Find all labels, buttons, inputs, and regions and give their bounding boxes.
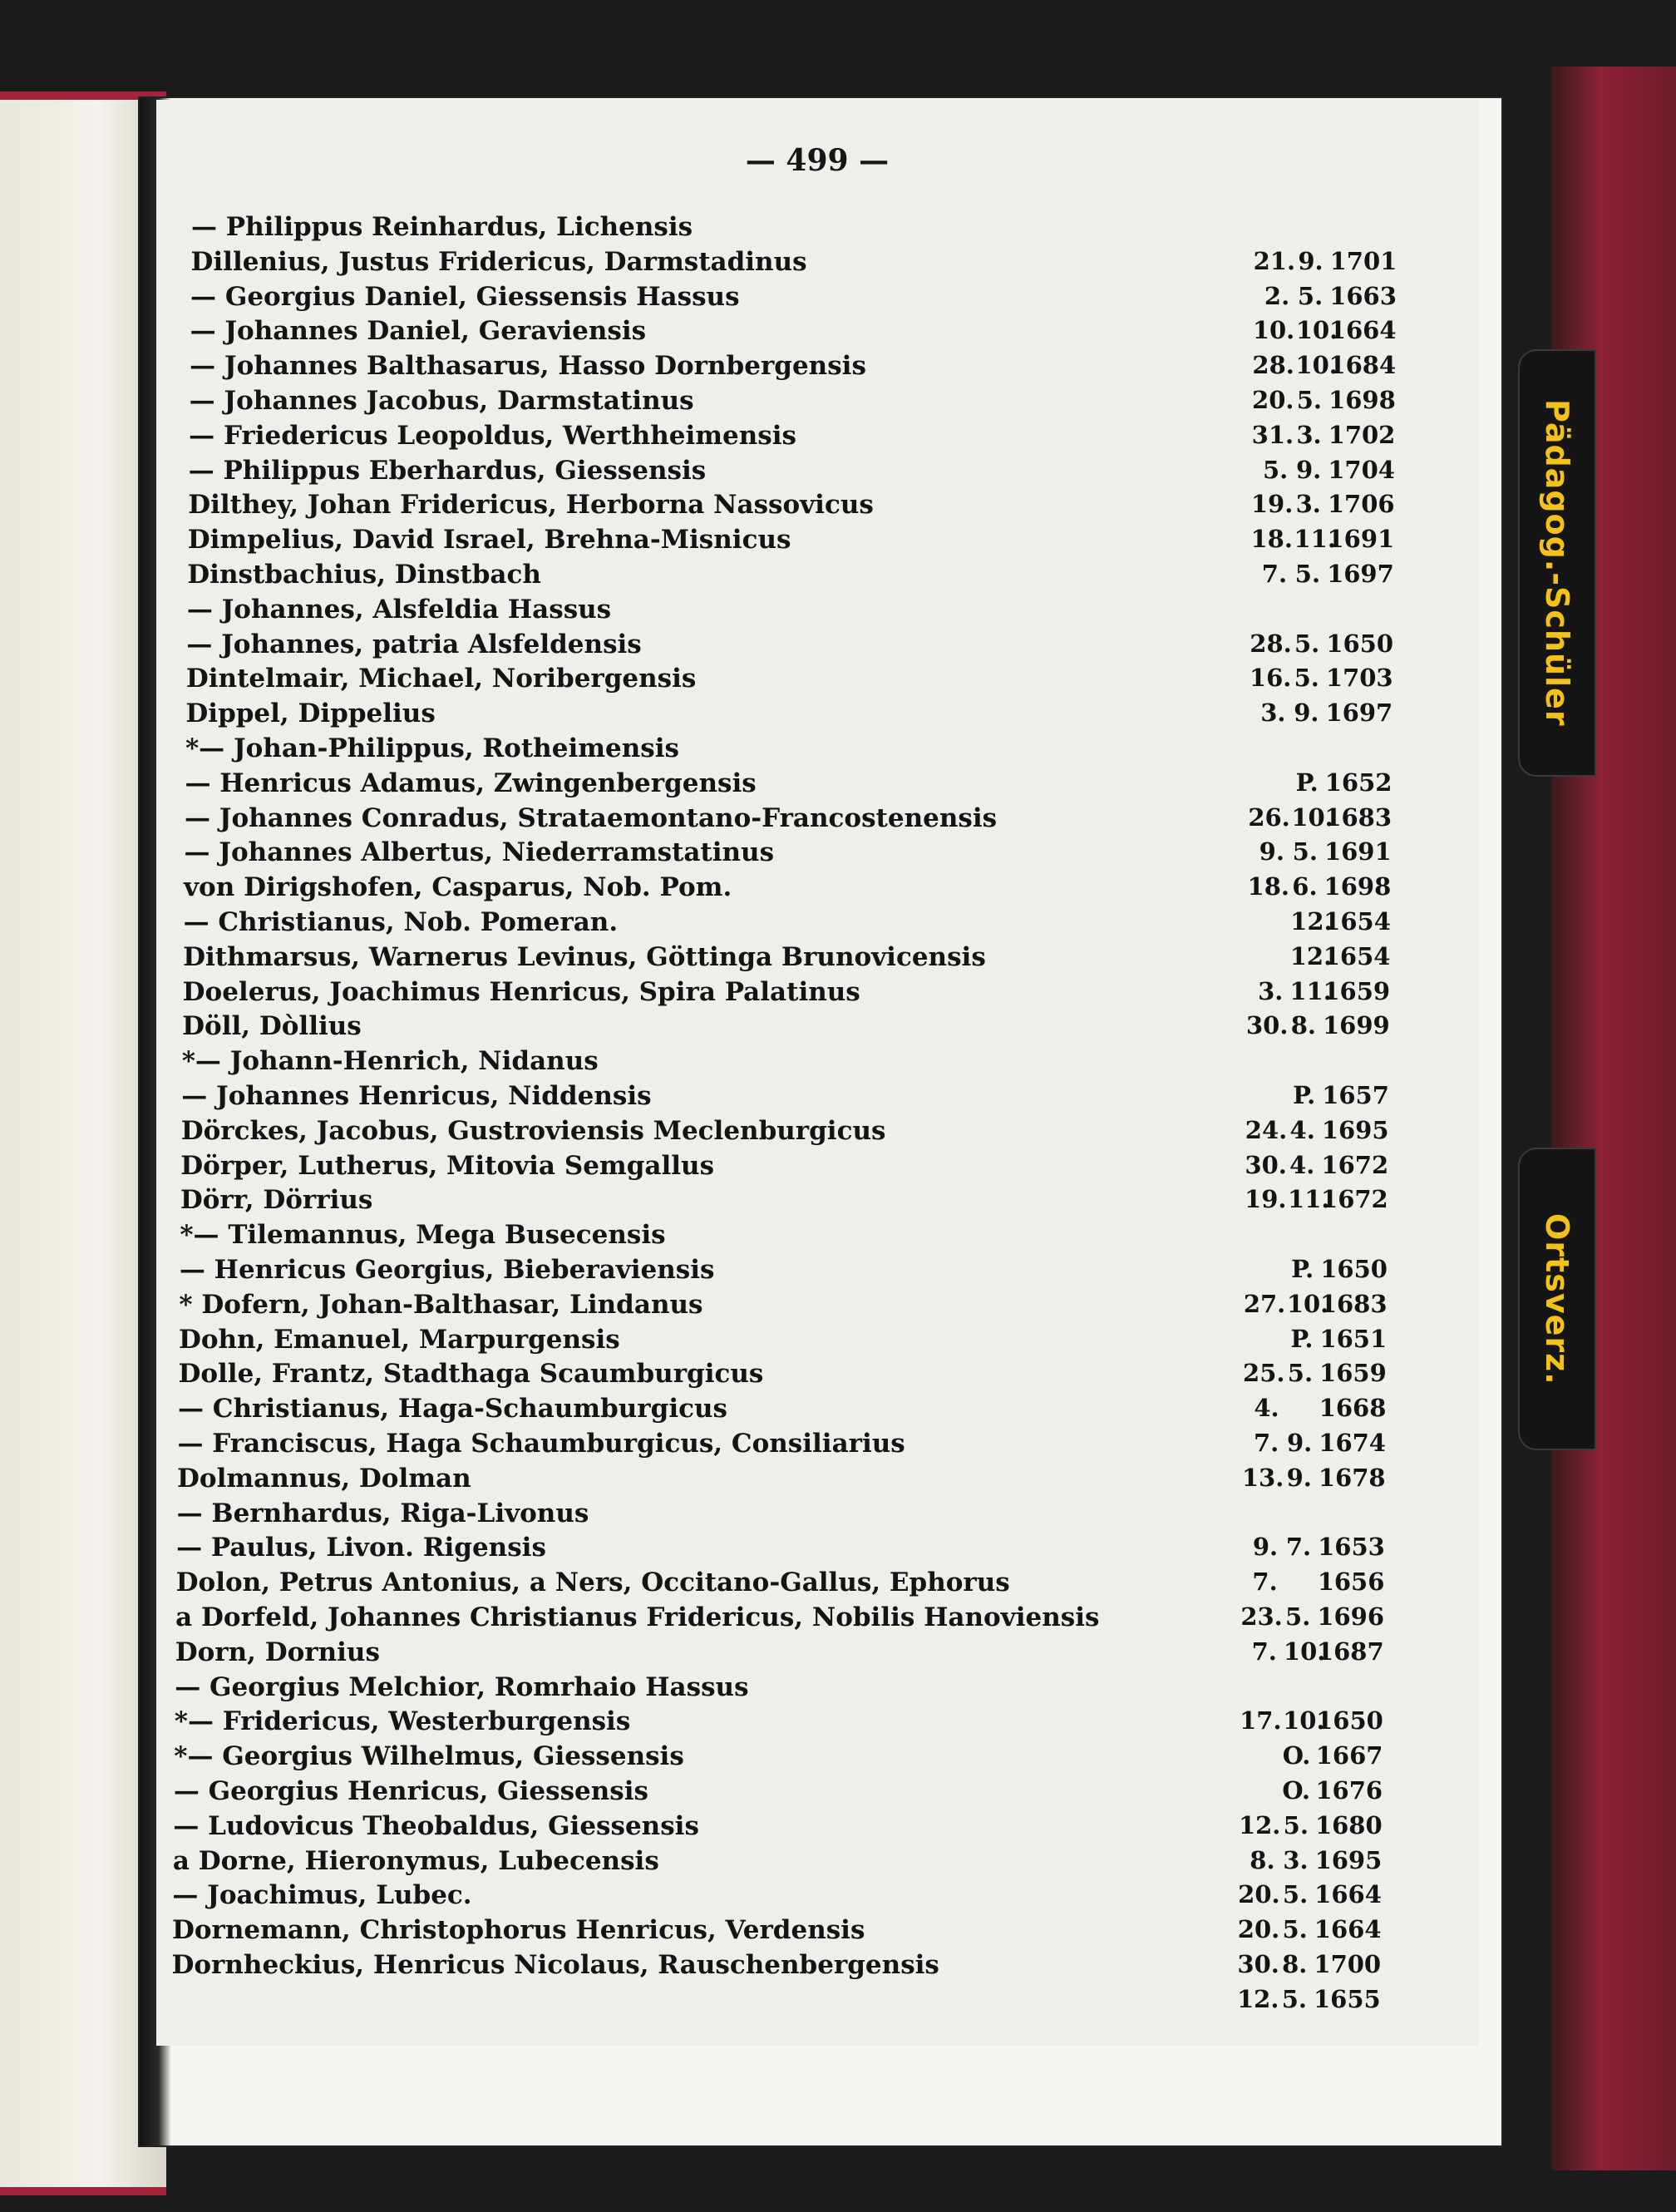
entry-date-month: 9. [1286, 1429, 1313, 1457]
entry-date-month: 6. [1292, 872, 1318, 901]
entry-date-month: 11. [1288, 1185, 1330, 1214]
entry-date-day: 3. [1260, 699, 1286, 728]
entry-date [1245, 1081, 1389, 1109]
entry-name: — Philippus Eberhardus, Giessensis [188, 455, 707, 486]
entry-date [1237, 1915, 1382, 1944]
entry-row [156, 1568, 1478, 1602]
entry-date-month: 10. [1283, 1637, 1326, 1666]
entry-date-year: 1656 [1317, 1568, 1385, 1597]
entry-date-day: 18. [1250, 525, 1293, 554]
entry-name: Dörckes, Jacobus, Gustroviensis Meclenburgicus [180, 1115, 886, 1146]
entry-date-day: 27. [1243, 1289, 1286, 1318]
entry-row [156, 664, 1478, 699]
entry-name: — Georgius Henricus, Giessensis [173, 1776, 648, 1806]
entry-date [1245, 1115, 1389, 1144]
entry-date-day: 10. [1252, 316, 1295, 345]
entry-date-month: 5. [1296, 386, 1323, 414]
entry-row [156, 1011, 1478, 1046]
entry-name: Dohn, Emanuel, Marpurgensis [178, 1324, 620, 1355]
entry-date-month: 5. [1282, 1915, 1308, 1944]
entry-date-day: 3. [1258, 976, 1284, 1005]
entry-date [1251, 455, 1395, 484]
entry-date-day: 7. [1252, 1568, 1278, 1597]
entry-row [156, 1359, 1478, 1394]
entry-date-month: 4. [1289, 1150, 1315, 1179]
entry-row [156, 1151, 1478, 1186]
entry-date [1240, 1706, 1383, 1736]
entry-date-month: 10. [1286, 1289, 1329, 1318]
entry-date [1252, 316, 1397, 345]
entry-row [156, 525, 1478, 560]
entry-name: — Paulus, Livon. Rigensis [176, 1533, 546, 1563]
entry-date-year: 1704 [1328, 455, 1395, 484]
entry-name: Dippel, Dippelius [185, 699, 436, 729]
entry-date-day: 5. [1262, 455, 1289, 484]
entry-date-year: 1700 [1314, 1950, 1382, 1978]
entry-date-year: 1696 [1317, 1602, 1385, 1631]
entry-date [1243, 1394, 1387, 1423]
entry-date-year: 1698 [1324, 872, 1392, 901]
entry-date-month: 9. [1294, 699, 1319, 728]
entry-row [156, 803, 1478, 838]
entry-date [1248, 802, 1393, 832]
entry-date-year: 1672 [1321, 1150, 1389, 1179]
entry-date-day [1243, 1325, 1279, 1353]
entry-date-month: 3. [1283, 1845, 1309, 1874]
entry-date-month: 5. [1283, 1810, 1309, 1839]
entry-date-month: 5. [1294, 664, 1319, 693]
entry-date-year: 1691 [1324, 837, 1392, 867]
entry-date [1247, 941, 1391, 970]
entry-date [1243, 1289, 1388, 1318]
entry-row [156, 1950, 1478, 1985]
entry-date-month: 10. [1295, 316, 1338, 345]
entry-row [156, 1672, 1478, 1707]
entry-row [156, 386, 1478, 421]
entry-date [1241, 1533, 1385, 1562]
entry-name: — Johannes Daniel, Geraviensis [190, 316, 647, 347]
entry-date-day [1247, 942, 1284, 970]
entry-date [1253, 281, 1397, 310]
entry-date-year: 1659 [1323, 976, 1391, 1005]
entry-date-year: 1695 [1314, 1845, 1383, 1874]
entry-date [1247, 907, 1391, 936]
entry-date [1249, 768, 1393, 797]
entry-date-year: 1668 [1319, 1394, 1387, 1423]
entry-date-month: 7. [1285, 1533, 1312, 1562]
entry-date-day [1247, 907, 1284, 936]
entry-date-year: 1706 [1327, 490, 1395, 519]
entry-name: *— Fridericus, Westerburgensis [174, 1706, 631, 1737]
entry-date-year: 1655 [1314, 1984, 1381, 2013]
entry-name: Dinstbachius, Dinstbach [187, 560, 541, 590]
entry-date-year: 1654 [1323, 941, 1391, 970]
entry-row [156, 1499, 1478, 1533]
entry-row [156, 1776, 1478, 1811]
entry-row [156, 1985, 1478, 2020]
entry-name: — Georgius Melchior, Romrhaio Hassus [175, 1671, 749, 1702]
entry-date-year: 1687 [1316, 1637, 1384, 1666]
entry-row [156, 247, 1478, 282]
entry-date-year: 1664 [1328, 316, 1397, 345]
entry-date-month [1286, 1394, 1313, 1422]
entry-date-day: 2. [1264, 281, 1290, 310]
entry-row [156, 456, 1478, 491]
entry-date-month: 8. [1290, 1011, 1316, 1040]
entry-row [156, 977, 1478, 1012]
entry-row [156, 351, 1478, 386]
entry-date-day: 30. [1245, 1011, 1289, 1040]
entry-name: Dolle, Frantz, Stadthaga Scaumburgicus [178, 1359, 764, 1390]
entry-date [1245, 1011, 1390, 1040]
entry-date-month: 10. [1295, 351, 1338, 380]
entry-date-day [1240, 1741, 1276, 1770]
entry-row [156, 1637, 1478, 1672]
entry-date [1240, 1637, 1384, 1666]
entry-date-month: 3. [1296, 420, 1322, 449]
entry-date-day: 9. [1252, 1533, 1279, 1562]
tab-label: Ortsverz. [1539, 1212, 1575, 1385]
entry-date [1237, 1984, 1381, 2013]
entry-name: Dornheckius, Henricus Nicolaus, Rauschenbergensis [171, 1950, 939, 1980]
entry-name: Dintelmair, Michael, Noribergensis [185, 664, 697, 694]
entry-name: — Christianus, Nob. Pomeran. [183, 907, 619, 937]
entry-date [1239, 1845, 1383, 1874]
entry-date-day [1249, 768, 1285, 797]
entry-date-year: 1695 [1321, 1115, 1389, 1144]
entry-row [156, 1533, 1478, 1568]
entry-name: Dilthey, Johan Fridericus, Herborna Nassovicus [188, 490, 874, 521]
entry-date-year: 1651 [1319, 1324, 1388, 1353]
entry-date-year: 1676 [1315, 1776, 1383, 1805]
entry-date-day: 19. [1245, 1185, 1287, 1214]
index-tab-ortsverz[interactable] [1518, 1148, 1596, 1450]
entry-name: Dorn, Dornius [175, 1637, 380, 1667]
entry-date-day: 16. [1249, 664, 1292, 693]
entry-date-day: 25. [1243, 1359, 1285, 1388]
entry-date-month: 5. [1282, 1880, 1309, 1909]
entry-row [156, 1116, 1478, 1151]
entry-date [1240, 1741, 1383, 1770]
entry-date-year: 1698 [1328, 386, 1396, 414]
entry-date-day: 23. [1240, 1602, 1283, 1631]
entry-date-year: 1667 [1315, 1741, 1383, 1770]
entry-date [1237, 1950, 1382, 1978]
entry-row [156, 1046, 1478, 1081]
entry-date-month: 9. [1298, 246, 1324, 275]
entry-row [156, 1915, 1478, 1950]
entry-date-day [1239, 1776, 1275, 1805]
entry-date-month: P. [1291, 1255, 1314, 1283]
entry-name: — Henricus Georgius, Bieberaviensis [179, 1255, 715, 1285]
entry-date-month: 4. [1289, 1115, 1315, 1144]
entry-date-month: P. [1290, 1324, 1314, 1353]
entry-date-day: 20. [1252, 386, 1294, 414]
entry-date-day: 28. [1252, 351, 1294, 380]
entry-date [1247, 872, 1392, 901]
entry-date [1253, 246, 1397, 275]
entry-date-year: 1701 [1329, 246, 1397, 275]
entry-date [1252, 351, 1397, 380]
entry-date-day: 24. [1245, 1115, 1288, 1144]
entry-name: *— Johan-Philippus, Rotheimensis [185, 733, 679, 763]
entry-date-day: 12. [1238, 1810, 1281, 1839]
entry-row [156, 560, 1478, 595]
entry-date-month: 5. [1292, 837, 1318, 867]
entry-date-year: 1664 [1314, 1880, 1382, 1909]
entry-date-year: 1683 [1319, 1289, 1388, 1318]
entry-name: — Georgius Daniel, Giessensis Hassus [190, 281, 740, 312]
entry-date-day [1245, 1081, 1282, 1109]
entry-date-year: 1684 [1328, 351, 1397, 380]
entry-name: — Johannes Conradus, Strataemontano-Francostenensis [185, 802, 998, 833]
entry-date-day: 9. [1259, 837, 1284, 867]
entry-name: — Joachimus, Lubec. [172, 1880, 472, 1911]
entry-name: Dörr, Dörrius [180, 1185, 373, 1216]
entry-date-year: 1697 [1325, 699, 1393, 728]
entry-row [156, 212, 1478, 247]
entry-date-day: 30. [1237, 1950, 1279, 1978]
entry-row [156, 1220, 1478, 1255]
entry-row [156, 1741, 1478, 1776]
entry-date [1241, 1463, 1386, 1492]
entry-date-day: 17. [1240, 1706, 1282, 1736]
entry-name: Dimpelius, David Israel, Brehna-Misnicus [187, 525, 791, 555]
entry-date [1251, 420, 1396, 449]
entry-name: — Philippus Reinhardus, Lichensis [191, 212, 693, 242]
entry-date [1238, 1880, 1382, 1909]
entry-date-month: 8. [1282, 1950, 1308, 1978]
entry-row [156, 1325, 1478, 1360]
entry-row [156, 942, 1478, 977]
entry-date-day: 30. [1245, 1150, 1287, 1179]
entry-date-month: 10. [1291, 802, 1333, 832]
entry-row [156, 1290, 1478, 1325]
entry-name: Dithmarsus, Warnerus Levinus, Göttinga Brunovicensis [183, 941, 986, 972]
entry-name: — Ludovicus Theobaldus, Giessensis [173, 1810, 699, 1841]
entry-date [1250, 560, 1394, 588]
entry-name: — Friedericus Leopoldus, Werthheimensis [189, 420, 796, 451]
entry-row [156, 595, 1478, 630]
entry-date-year: 1672 [1321, 1185, 1388, 1214]
entry-date-day: 26. [1248, 802, 1290, 832]
entry-date-year: 1654 [1324, 907, 1391, 936]
entry-date-month: 10. [1283, 1706, 1325, 1736]
entry-name: Dörper, Lutherus, Mitovia Semgallus [180, 1150, 715, 1181]
entry-date [1250, 629, 1393, 658]
entry-row [156, 1429, 1478, 1464]
entry-date-year: 1664 [1314, 1915, 1382, 1944]
page-number: — 499 — [745, 143, 890, 178]
entry-row [156, 907, 1478, 942]
entry-row [156, 1255, 1478, 1290]
entry-row [156, 872, 1478, 907]
entry-name: — Johannes Jacobus, Darmstatinus [189, 386, 694, 416]
entry-name: Döll, Dòllius [182, 1011, 362, 1042]
entry-date-day: 7. [1251, 1637, 1277, 1666]
entry-name: Dolon, Petrus Antonius, a Ners, Occitano-Gallus, Ephorus [175, 1568, 1010, 1598]
entry-date-day: 7. [1261, 560, 1288, 588]
entry-date-year: 1652 [1324, 768, 1393, 797]
entry-date-day: 18. [1247, 872, 1289, 901]
entry-list [156, 100, 1478, 2046]
entry-date-year: 1657 [1322, 1081, 1389, 1109]
entry-date-year: 1674 [1319, 1429, 1386, 1457]
entry-date [1239, 1776, 1383, 1805]
entry-date-month: 5. [1294, 629, 1320, 658]
entry-date-year: 1659 [1319, 1359, 1387, 1388]
entry-name: a Dorne, Hieronymus, Lubecensis [172, 1845, 659, 1876]
entry-date-year: 1650 [1316, 1706, 1383, 1736]
entry-date [1252, 386, 1396, 414]
entry-name: — Johannes, Alsfeldia Hassus [186, 594, 612, 625]
entry-row [156, 421, 1478, 456]
entry-row [156, 630, 1478, 664]
entry-date [1246, 976, 1391, 1005]
entry-name: * Dofern, Johan-Balthasar, Lindanus [179, 1289, 703, 1320]
entry-date [1240, 1602, 1385, 1631]
entry-date [1250, 490, 1395, 519]
entry-row [156, 837, 1478, 872]
entry-date-day: 20. [1237, 1915, 1280, 1944]
entry-name: Dolmannus, Dolman [177, 1463, 471, 1494]
entry-date-month: 12. [1290, 907, 1333, 936]
entry-date-year: 1650 [1326, 629, 1393, 658]
entry-row [156, 768, 1478, 803]
entry-date [1242, 1429, 1386, 1457]
entry-name: — Johannes, patria Alsfeldensis [186, 629, 642, 659]
entry-date-day: 12. [1237, 1984, 1279, 2013]
tab-label: Pädagog.-Schüler [1539, 399, 1575, 727]
entry-row [156, 1602, 1478, 1637]
entry-date-month: 11. [1294, 525, 1336, 554]
entry-date-year: 1663 [1329, 281, 1397, 310]
entry-date-year: 1653 [1318, 1533, 1385, 1562]
entry-date [1243, 1359, 1387, 1388]
entry-name: Dornemann, Christophorus Henricus, Verdensis [171, 1915, 865, 1946]
entry-date-month: 11. [1289, 976, 1332, 1005]
entry-date-day: 4. [1254, 1394, 1279, 1423]
entry-name: — Franciscus, Haga Schaumburgicus, Consiliarius [177, 1429, 905, 1459]
entry-row [156, 1706, 1478, 1741]
entry-date [1245, 1185, 1388, 1214]
entry-date [1245, 1150, 1389, 1179]
entry-date [1241, 1568, 1385, 1597]
entry-date-day: 8. [1250, 1845, 1275, 1874]
entry-date-day: 21. [1253, 246, 1296, 275]
entry-name: *— Tilemannus, Mega Busecensis [180, 1220, 666, 1251]
entry-name: Doelerus, Joachimus Henricus, Spira Palatinus [182, 976, 860, 1007]
entry-date-month [1284, 1568, 1311, 1596]
entry-date-month: P. [1293, 1081, 1316, 1109]
entry-date-year: 1680 [1314, 1810, 1383, 1839]
entry-date-month: O. [1282, 1776, 1311, 1805]
entry-date-month: 12. [1289, 941, 1333, 970]
entry-row [156, 1811, 1478, 1846]
entry-date [1238, 1810, 1383, 1839]
entry-row [156, 1846, 1478, 1881]
entry-date-year: 1703 [1325, 664, 1393, 693]
entry-row [156, 733, 1478, 768]
entry-date-day [1244, 1255, 1280, 1283]
index-tab-paedagog-schueler[interactable] [1518, 349, 1596, 777]
entry-date-month: 3. [1295, 490, 1321, 519]
entry-date-day: 7. [1253, 1429, 1279, 1457]
entry-name: — Johannes Albertus, Niederramstatinus [184, 837, 775, 868]
entry-date-month: 9. [1286, 1463, 1312, 1492]
entry-date [1250, 699, 1393, 728]
entry-row [156, 1185, 1478, 1220]
entry-date-day: 31. [1251, 420, 1294, 449]
entry-date-year: 1702 [1328, 420, 1396, 449]
entry-date [1248, 837, 1392, 867]
entry-name: — Henricus Adamus, Zwingenbergensis [185, 768, 757, 798]
entry-name: — Christianus, Haga-Schaumburgicus [178, 1394, 727, 1424]
entry-date [1243, 1324, 1388, 1353]
entry-row [156, 490, 1478, 525]
entry-date-year: 1650 [1320, 1255, 1388, 1283]
printed-register [156, 100, 1478, 2046]
entry-name: — Bernhardus, Riga-Livonus [176, 1498, 589, 1528]
entry-date-month: 5. [1297, 281, 1324, 310]
entry-row [156, 1081, 1478, 1116]
entry-date-day: 13. [1241, 1463, 1284, 1492]
entry-name: Dillenius, Justus Fridericus, Darmstadinus [190, 246, 807, 277]
entry-name: *— Georgius Wilhelmus, Giessensis [174, 1741, 684, 1772]
entry-date-year: 1697 [1327, 560, 1394, 588]
entry-name: *— Johann-Henrich, Nidanus [181, 1046, 599, 1077]
entry-date-month: P. [1295, 768, 1319, 797]
entry-date-day: 28. [1250, 629, 1292, 658]
entry-row [156, 1880, 1478, 1915]
entry-date-month: 5. [1287, 1359, 1314, 1388]
entry-date-month: 5. [1281, 1984, 1307, 2013]
entry-date [1244, 1255, 1388, 1283]
entry-row [156, 316, 1478, 351]
entry-name: — Johannes Henricus, Niddensis [181, 1081, 652, 1111]
entry-name: a Dorfeld, Johannes Christianus Fridericus, Nobilis Hanoviensis [175, 1602, 1100, 1632]
entry-date-year: 1691 [1327, 525, 1395, 554]
entry-name: von Dirigshofen, Casparus, Nob. Pom. [184, 872, 732, 903]
entry-name: — Johannes Balthasarus, Hasso Dornbergensis [190, 351, 866, 382]
entry-date-year: 1699 [1322, 1011, 1390, 1040]
entry-row [156, 282, 1478, 317]
entry-date-month: O. [1282, 1741, 1311, 1770]
entry-date-year: 1678 [1318, 1463, 1386, 1492]
entry-date [1249, 664, 1393, 693]
entry-date-day: 19. [1250, 490, 1294, 519]
entry-row [156, 699, 1478, 733]
entry-date-year: 1683 [1324, 802, 1393, 832]
entry-date-month: 5. [1285, 1602, 1311, 1631]
entry-date-day: 20. [1238, 1880, 1280, 1909]
entry-date [1250, 525, 1395, 554]
entry-row [156, 1394, 1478, 1429]
entry-row [156, 1464, 1478, 1499]
entry-date-month: 9. [1295, 455, 1322, 484]
entry-date-month: 5. [1294, 560, 1321, 588]
